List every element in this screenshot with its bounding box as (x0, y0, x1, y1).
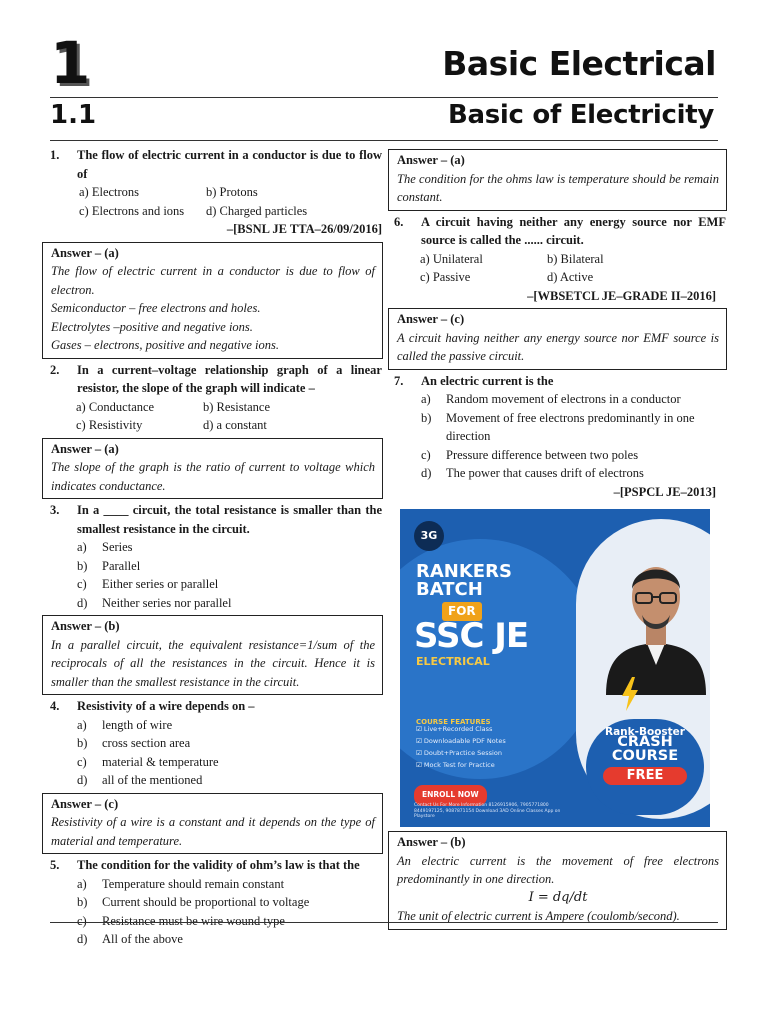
section-divider (50, 140, 718, 141)
answer-line: A circuit having neither any energy source nor EMF source is called the passive circuit. (397, 330, 719, 363)
badge-line-2: CRASH (617, 734, 673, 750)
question-text: A circuit having neither any energy source nor EMF source is called the ...... circuit. (421, 214, 726, 247)
footer-divider (50, 922, 718, 923)
chapter-number: 1 (50, 29, 91, 97)
answer-line: The flow of electric current in a conductor is due to flow of electron. (51, 264, 375, 297)
contact-info: Contact Us For More Information 8126915906, 7905771800 8449197125, 9087871154 Download 3AD Online Classes App on Playstore (414, 803, 561, 819)
answer-line: The unit of electric current is Ampere (coulomb/second). (397, 909, 680, 923)
lightning-icon (620, 677, 640, 711)
question-text: In a current–voltage relationship graph of a linear resistor, the slope of the graph will indicate – (77, 362, 382, 395)
answer-line: Semiconductor – free electrons and holes. (51, 301, 261, 315)
question-source: –[WBSETCL JE–GRADE II–2016] (527, 288, 716, 303)
answer-box (388, 831, 727, 930)
question (388, 372, 726, 391)
question-source: –[BSNL JE TTA–26/09/2016] (226, 222, 382, 236)
section-number: 1.1 (50, 100, 97, 130)
options-grid (50, 183, 382, 220)
promo-subject: ELECTRICAL (416, 655, 490, 668)
promo-banner[interactable] (400, 509, 710, 827)
answer-line: The condition for the ohms law is temperature should be remain constant. (397, 171, 719, 204)
option: a) Series (77, 540, 133, 554)
question-number: 3. (50, 503, 60, 517)
question-number: 6. (394, 214, 404, 229)
option: b) Parallel (77, 558, 141, 573)
option: d) Charged particles (206, 203, 308, 218)
right-column (388, 146, 726, 932)
question (50, 856, 382, 875)
question (50, 697, 382, 716)
course-feature: ☑ Live+Recorded Class (416, 725, 492, 733)
answer-line: Electrolytes –positive and negative ions. (51, 319, 253, 334)
answer-label: Answer – (c) (51, 796, 119, 811)
options-list (388, 390, 726, 483)
option: a) Electrons (79, 185, 140, 199)
option: c) Resistance must be wire wound type (77, 913, 285, 928)
option: a) length of wire (77, 717, 173, 732)
teacher-photo (596, 545, 710, 695)
option: d) all of the mentioned (77, 773, 203, 787)
answer-box (388, 308, 727, 370)
answer-label: Answer – (a) (397, 153, 465, 167)
question-text: The condition for the validity of ohm’s law is that the (77, 858, 360, 872)
option: c) Either series or parallel (77, 577, 219, 591)
answer-label: Answer – (c) (397, 312, 465, 326)
section-title: Basic of Electricity (447, 100, 714, 130)
option: b) Resistance (203, 399, 270, 414)
option: b) Movement of free electrons predominantly in one direction (421, 410, 695, 443)
enroll-now-button[interactable]: ENROLL NOW (414, 785, 487, 806)
badge-line-1: Rank-Booster (605, 726, 685, 738)
option: b) Bilateral (547, 251, 604, 266)
option: a) Temperature should remain constant (77, 876, 285, 891)
options-list (50, 875, 382, 949)
option: d) Neither series nor parallel (77, 595, 232, 610)
option: c) Passive (420, 270, 471, 284)
options-list (50, 716, 382, 790)
answer-label: Answer – (b) (51, 619, 120, 633)
free-badge: FREE (603, 767, 687, 785)
question (50, 146, 382, 183)
promo-exam-name: SSC JE (414, 616, 529, 656)
course-feature: ☑ Mock Test for Practice (416, 761, 495, 769)
chapter-title: Basic Electrical (442, 44, 716, 83)
promo-headline-2: BATCH (416, 579, 483, 600)
option: a) Conductance (76, 399, 155, 414)
options-list (50, 538, 382, 612)
header-divider (50, 97, 718, 98)
answer-label: Answer – (a) (51, 441, 119, 456)
question-number: 2. (50, 362, 60, 377)
course-feature: ☑ Doubt+Practice Session (416, 749, 502, 757)
option: c) Resistivity (76, 418, 143, 432)
option: b) Protons (206, 185, 258, 199)
question (388, 213, 726, 250)
course-features-title: COURSE FEATURES (416, 718, 491, 726)
option: c) Electrons and ions (79, 203, 185, 218)
formula: I = dq/dt (528, 889, 588, 905)
promo-for-tag: FOR (442, 602, 482, 621)
promo-headline-1: RANKERS (416, 561, 512, 582)
question-text: In a ____ circuit, the total resistance is smaller than the smallest resistance in the circuit. (77, 503, 382, 536)
brand-logo: 3G (414, 521, 444, 551)
options-grid (50, 398, 382, 435)
answer-box (42, 793, 383, 855)
option: a) Random movement of electrons in a conductor (421, 392, 681, 406)
option: c) material & temperature (77, 754, 219, 769)
answer-line: An electric current is the movement of free electrons predominantly in one direction. (397, 853, 719, 886)
answer-line: Resistivity of a wire is a constant and it depends on the type of material and temperature. (51, 815, 375, 848)
options-grid (388, 250, 726, 287)
badge-line-3: COURSE (611, 748, 679, 764)
answer-box (42, 438, 383, 500)
question-text: Resistivity of a wire depends on – (77, 699, 255, 713)
answer-line: Gases – electrons, positive and negative ions. (51, 338, 279, 352)
answer-label: Answer – (a) (51, 245, 119, 260)
answer-label: Answer – (b) (397, 835, 466, 849)
answer-line: The slope of the graph is the ratio of current to voltage which indicates conductance. (51, 460, 375, 493)
option: b) Current should be proportional to voltage (77, 895, 310, 909)
option: b) cross section area (77, 736, 191, 750)
course-feature: ☑ Downloadable PDF Notes (416, 737, 506, 745)
option: c) Pressure difference between two poles (421, 447, 639, 462)
option: d) a constant (203, 418, 267, 432)
answer-box (42, 615, 383, 695)
option: d) The power that causes drift of electrons (421, 466, 644, 480)
option: d) All of the above (77, 932, 183, 946)
question (50, 361, 382, 398)
left-column (50, 146, 382, 949)
question-number: 7. (394, 373, 404, 388)
option: d) Active (547, 270, 594, 284)
question-text: The flow of electric current in a conductor is due to flow of (77, 148, 382, 181)
question (50, 501, 382, 538)
answer-line: In a parallel circuit, the equivalent resistance=1/sum of the reciprocals of all the resistances in the circuit. Hence it is smaller than the smallest resistance in the circuit. (51, 637, 375, 689)
answer-box (388, 149, 727, 211)
option: a) Unilateral (420, 251, 483, 266)
answer-box (42, 242, 383, 359)
question-number: 1. (50, 148, 60, 162)
question-number: 4. (50, 699, 60, 713)
question-number: 5. (50, 858, 60, 872)
question-source: –[PSPCL JE–2013] (613, 484, 716, 499)
question-text: An electric current is the (421, 373, 554, 388)
